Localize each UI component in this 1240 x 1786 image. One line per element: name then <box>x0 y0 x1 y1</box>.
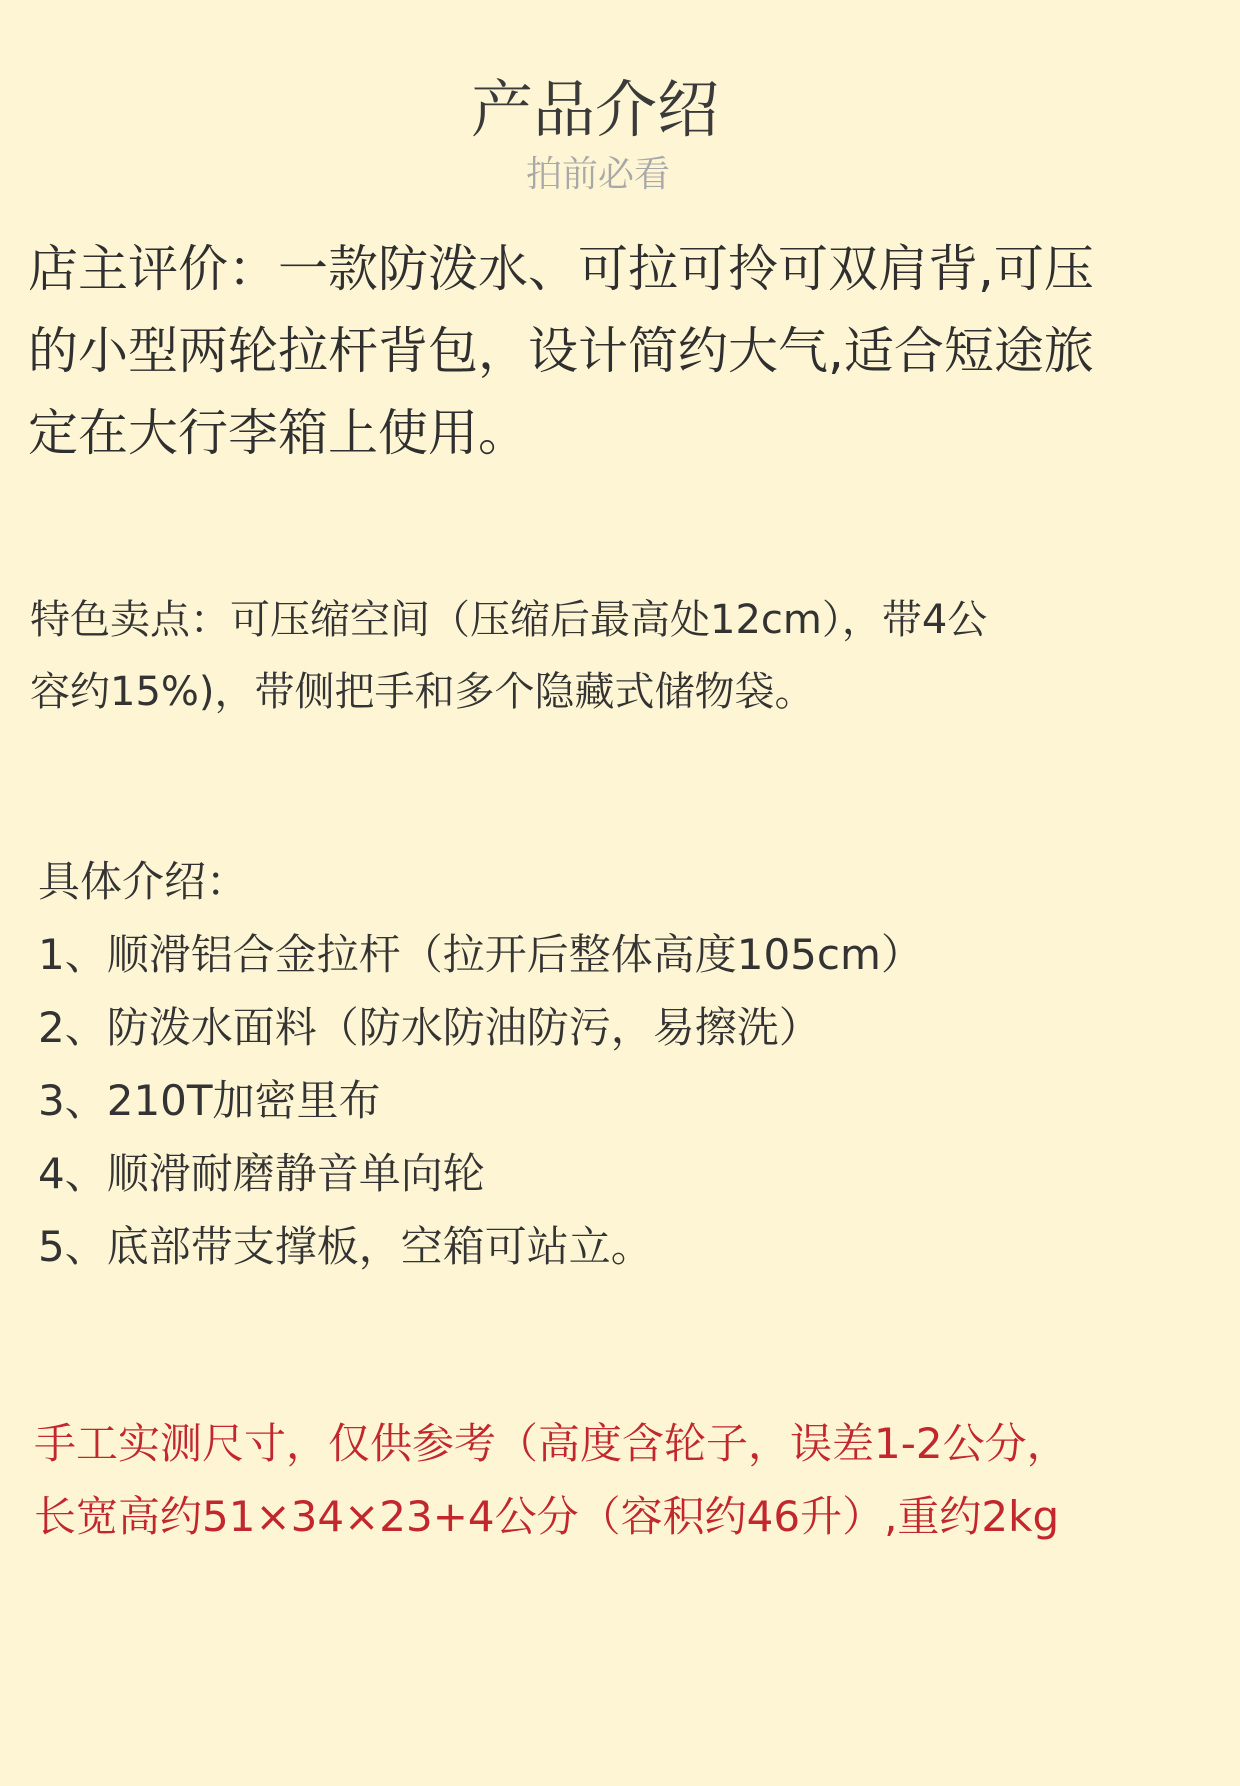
details-heading: 具体介绍： <box>38 857 249 906</box>
details-item: 5、底部带支撑板，空箱可站立。 <box>38 1222 653 1271</box>
page-title: 产品介绍 <box>470 73 719 146</box>
details-item: 2、防泼水面料（防水防油防污，易擦洗） <box>38 1003 821 1052</box>
size-note <box>34 1407 1200 1553</box>
feature-highlights <box>30 584 1200 728</box>
review-line: 的小型两轮拉杆背包，设计简约大气,适合短途旅 <box>28 322 1094 380</box>
features-line: 容约15%)，带侧把手和多个隐藏式储物袋。 <box>30 669 815 715</box>
features-line: 特色卖点：可压缩空间（压缩后最高处12cm），带4公 <box>30 597 988 643</box>
page-subtitle: 拍前必看 <box>525 154 670 195</box>
details-item: 4、顺滑耐磨静音单向轮 <box>38 1149 485 1198</box>
size-note-line: 手工实测尺寸，仅供参考（高度含轮子，误差1-2公分， <box>34 1419 1069 1468</box>
owner-review <box>28 228 1200 474</box>
review-line: 店主评价：一款防泼水、可拉可拎可双肩背,可压 <box>28 240 1094 298</box>
product-details <box>38 845 1198 1283</box>
details-item: 1、顺滑铝合金拉杆（拉开后整体高度105cm） <box>38 930 923 979</box>
review-line: 定在大行李箱上使用。 <box>28 404 528 462</box>
size-note-line: 长宽高约51×34×23+4公分（容积约46升）,重约2kg <box>34 1492 1060 1541</box>
details-item: 3、210T加密里布 <box>38 1076 381 1125</box>
